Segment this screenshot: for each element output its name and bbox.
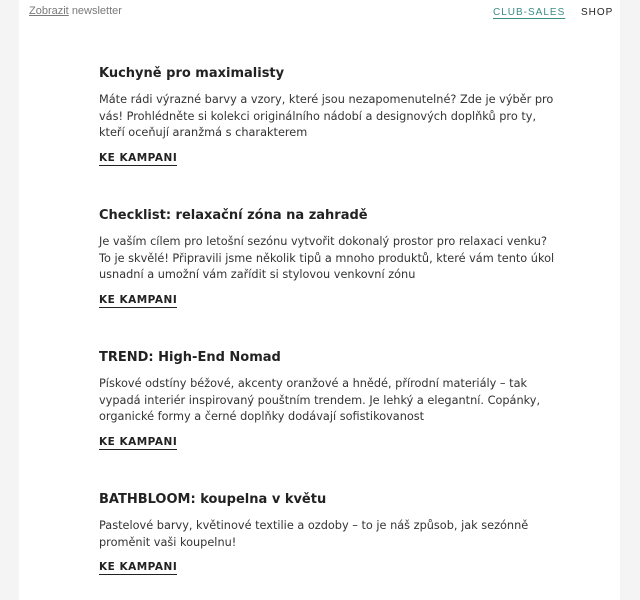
article-title: TREND: High-End Nomad — [99, 350, 281, 365]
nav-club-sales-link[interactable]: CLUB-SALES — [493, 7, 566, 18]
article-text: Je vaším cílem pro letošní sezónu vytvořit dokonalý prostor pro relaxaci venku? To je skvělé! Připravili jsme několik tipů a mnoho produktů, které vám tento úkol usnadní a umožní vám zařídit si stylovou venkovní zónu — [99, 235, 555, 281]
article-bathbloom — [99, 492, 559, 575]
article-trend — [99, 350, 559, 450]
campaign-link[interactable]: KE KAMPANI — [99, 293, 178, 306]
newsletter-sheet — [19, 0, 620, 600]
article-text: Máte rádi výrazné barvy a vzory, které jsou nezapomenutelné? Zde je výběr pro vás! Prohlédněte si kolekci originálního nádobí a designových doplňků pro ty, kteří oceňují aranžmá s charakterem — [99, 93, 554, 139]
campaign-link[interactable]: KE KAMPANI — [99, 151, 178, 164]
article-title: Checklist: relaxační zóna na zahradě — [99, 208, 368, 223]
campaign-link[interactable]: KE KAMPANI — [99, 435, 178, 448]
view-newsletter-line — [29, 5, 122, 17]
view-newsletter-link[interactable]: Zobrazit — [29, 5, 69, 17]
article-title: Kuchyně pro maximalisty — [99, 66, 285, 81]
view-newsletter-text: newsletter — [71, 5, 122, 17]
nav-shop-link[interactable]: SHOP — [581, 7, 614, 18]
article-kitchen — [99, 66, 559, 166]
article-title: BATHBLOOM: koupelna v květu — [99, 492, 327, 507]
article-text: Pískové odstíny béžové, akcenty oranžové a hnědé, přírodní materiály – tak vypadá interiér inspirovaný pouštním trendem. Je lehký a elegantní. Copánky, organické formy a černé doplňky dodávají sofistikovanost — [99, 377, 541, 423]
article-text: Pastelové barvy, květinové textilie a ozdoby – to je náš způsob, jak sezónně proměnit vaši koupelnu! — [99, 519, 529, 549]
campaign-link[interactable]: KE KAMPANI — [99, 561, 178, 573]
header-bar — [19, 0, 620, 26]
article-checklist — [99, 208, 559, 308]
